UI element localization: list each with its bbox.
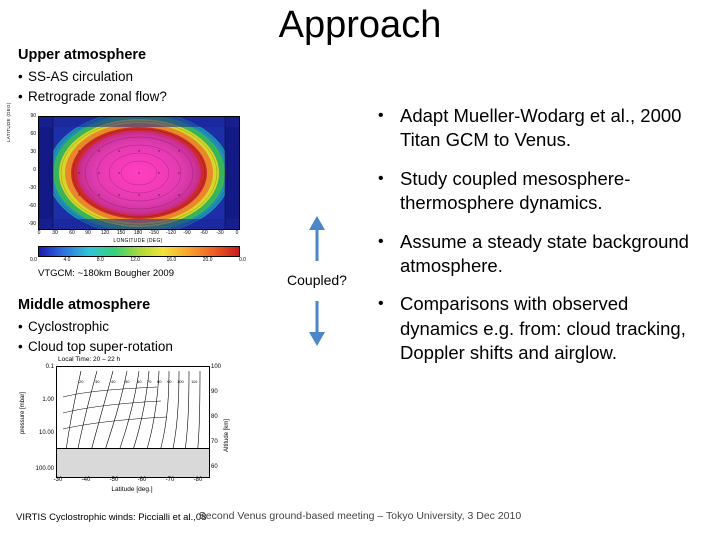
bullet-dot-icon: •: [378, 232, 384, 250]
fig2-xtick: -40: [81, 477, 91, 483]
bullet-dot-icon: •: [378, 169, 384, 187]
middle-bullet-1: Cyclostrophic: [28, 319, 110, 335]
bullet-dot-icon: •: [378, 107, 384, 124]
fig1-xtick: -120: [165, 230, 176, 236]
svg-text:100: 100: [177, 379, 184, 384]
middle-atmosphere-block: [18, 296, 268, 359]
fig1-cbar-tick: 0.0: [30, 257, 37, 263]
right-column: [378, 104, 704, 380]
fig2-ytick: 100.00: [35, 466, 54, 472]
right-bullet-3: Assume a steady state background atmosphere.: [400, 230, 689, 277]
fig1-xtick: -60: [200, 230, 208, 236]
svg-text:60: 60: [137, 379, 142, 384]
fig1-xtick: 120: [100, 230, 110, 236]
fig1-x-axis-title: LONGITUDE (DEG): [113, 238, 163, 244]
fig2-title: Local Time: 20 – 22 h: [58, 356, 121, 363]
fig1-y-axis-title: LATITUDE (DEG): [6, 102, 11, 142]
fig2-x-axis-title: Latitude [deg.]: [111, 486, 153, 493]
vtgcm-caption: VTGCM: ~180km Bougher 2009: [38, 268, 174, 279]
right-bullet-1: Adapt Mueller-Wodarg et al., 2000 Titan GCM to Venus.: [400, 105, 682, 151]
fig2-shaded-region: [57, 448, 209, 477]
fig1-xtick: -150: [148, 230, 159, 236]
fig1-ytick: 0: [33, 167, 36, 173]
fig2-y2tick: 70: [211, 439, 218, 445]
fig1-ytick: -30: [28, 185, 36, 191]
list-item: [378, 104, 704, 153]
fig2-ytick: 0.1: [45, 364, 54, 370]
right-bullet-4: Comparisons with observed dynamics e.g. from: cloud tracking, Doppler shifts and airglow.: [400, 293, 686, 364]
fig2-xtick: -80: [193, 477, 203, 483]
svg-text:90: 90: [167, 379, 172, 384]
fig1-cbar-tick: 8.0: [96, 257, 104, 263]
svg-text:40: 40: [111, 379, 116, 384]
fig2-plot-area: [56, 366, 210, 478]
list-item: [378, 230, 704, 279]
vtgcm-figure: [6, 102, 254, 282]
fig1-xtick: 30: [52, 230, 58, 236]
virtis-caption: VIRTIS Cyclostrophic winds: Piccialli et al.,08: [16, 512, 207, 523]
left-column: [18, 46, 278, 109]
fig1-xtick: -90: [183, 230, 191, 236]
fig2-xtick: -70: [165, 477, 175, 483]
fig1-ytick: 60: [30, 131, 36, 137]
fig1-cbar-tick: 4.0: [63, 257, 71, 263]
fig2-y2tick: 60: [211, 464, 218, 470]
virtis-figure: [18, 356, 248, 506]
upper-bullet-2: Retrograde zonal flow?: [28, 89, 167, 105]
fig1-ytick: 90: [30, 113, 36, 119]
fig1-heatmap-svg: [39, 117, 239, 229]
svg-text:50: 50: [125, 379, 130, 384]
fig2-y2tick: 90: [211, 389, 218, 395]
fig2-xtick: -60: [137, 477, 147, 483]
right-bullet-2: Study coupled mesosphere-thermosphere dynamics.: [400, 167, 631, 214]
fig1-xtick: 0: [235, 230, 239, 236]
fig1-cbar-tick: 0.0: [238, 257, 246, 263]
fig1-xtick: 60: [69, 230, 75, 236]
upper-atmosphere-heading: Upper atmosphere: [18, 47, 147, 63]
fig1-xtick: 180: [133, 230, 143, 236]
list-item: [378, 292, 704, 365]
middle-bullet-2: Cloud top super-rotation: [28, 339, 173, 355]
fig1-xtick: 90: [85, 230, 91, 236]
svg-text:70: 70: [147, 379, 152, 384]
bullet-dot-icon: •: [18, 339, 23, 355]
fig2-y-axis-title: pressure [mbar]: [20, 391, 26, 434]
middle-atmosphere-heading: Middle atmosphere: [18, 297, 151, 313]
list-item: [18, 88, 278, 106]
fig2-y2tick: 100: [211, 364, 222, 370]
svg-text:110: 110: [191, 379, 198, 384]
bullet-dot-icon: •: [378, 295, 384, 313]
upper-bullet-1: SS-AS circulation: [28, 69, 134, 85]
fig1-ytick: 30: [30, 149, 36, 155]
fig1-xtick: 150: [116, 230, 126, 236]
fig1-cbar-tick: 16.0: [166, 257, 177, 263]
list-item: [18, 338, 268, 356]
fig1-colorbar-ticks: [30, 257, 246, 263]
fig1-colorbar: [38, 246, 240, 257]
fig1-ytick: -60: [28, 203, 36, 209]
fig2-ytick: 10.00: [38, 430, 54, 436]
fig2-y2-axis-title: Altitude [km]: [224, 418, 230, 452]
fig2-y2tick: 80: [211, 414, 218, 420]
slide-footer: Second Venus ground-based meeting – Tokyo University, 3 Dec 2010: [198, 510, 522, 522]
fig2-xtick: -30: [53, 477, 63, 483]
fig1-plot-area: [38, 116, 240, 230]
fig2-xtick: -50: [109, 477, 119, 483]
coupled-label: Coupled?: [287, 272, 347, 288]
fig1-xtick: -30: [216, 230, 224, 236]
svg-text:20: 20: [79, 379, 84, 384]
fig1-ytick: -90: [28, 221, 36, 227]
list-item: [18, 68, 278, 86]
bullet-dot-icon: •: [18, 69, 23, 85]
fig1-cbar-tick: 20.0: [202, 257, 213, 263]
svg-text:80: 80: [157, 379, 162, 384]
svg-text:30: 30: [95, 379, 100, 384]
bullet-dot-icon: •: [18, 319, 23, 335]
bullet-dot-icon: •: [18, 89, 23, 105]
page-title: Approach: [278, 4, 442, 46]
fig1-cbar-tick: 12.0: [130, 257, 141, 263]
fig1-xtick: 0: [37, 230, 41, 236]
list-item: [378, 167, 704, 216]
fig2-ytick: 1.00: [42, 397, 54, 403]
list-item: [18, 318, 268, 336]
